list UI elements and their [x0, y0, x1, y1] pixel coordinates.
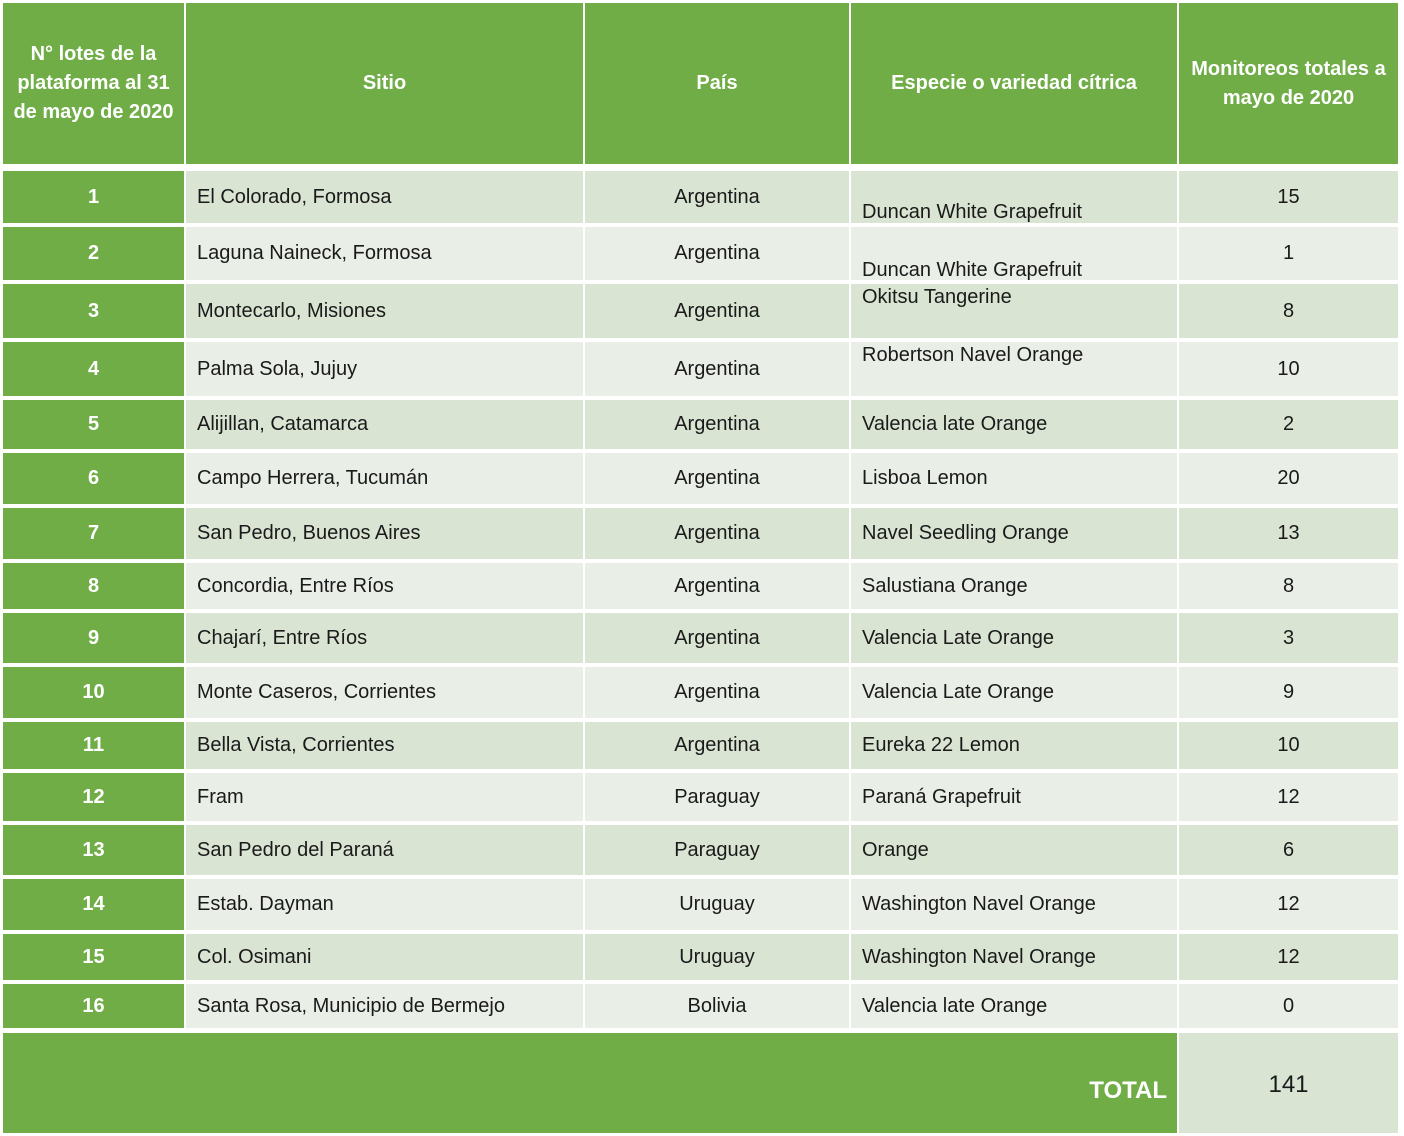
row-sitio: Santa Rosa, Municipio de Bermejo	[186, 984, 583, 1028]
row-pais: Paraguay	[585, 773, 849, 821]
row-number: 15	[3, 934, 184, 980]
row-especie: Eureka 22 Lemon	[851, 722, 1177, 769]
row-especie: Valencia Late Orange	[851, 613, 1177, 663]
row-monitoreos: 12	[1179, 879, 1398, 930]
row-number: 6	[3, 453, 184, 504]
row-sitio: Col. Osimani	[186, 934, 583, 980]
row-sitio: Concordia, Entre Ríos	[186, 563, 583, 609]
row-monitoreos: 6	[1179, 825, 1398, 875]
row-sitio: San Pedro del Paraná	[186, 825, 583, 875]
row-sitio: Palma Sola, Jujuy	[186, 342, 583, 396]
row-pais: Argentina	[585, 342, 849, 396]
row-pais: Argentina	[585, 171, 849, 223]
row-pais: Argentina	[585, 453, 849, 504]
row-monitoreos: 12	[1179, 934, 1398, 980]
row-sitio: Montecarlo, Misiones	[186, 284, 583, 338]
row-sitio: Bella Vista, Corrientes	[186, 722, 583, 769]
row-pais: Argentina	[585, 613, 849, 663]
row-monitoreos: 0	[1179, 984, 1398, 1028]
row-pais: Uruguay	[585, 879, 849, 930]
row-monitoreos: 3	[1179, 613, 1398, 663]
row-pais: Argentina	[585, 400, 849, 449]
row-sitio: Campo Herrera, Tucumán	[186, 453, 583, 504]
especie-label: Duncan White Grapefruit	[862, 200, 1083, 223]
row-monitoreos: 15	[1179, 171, 1398, 223]
header-monitoreos: Monitoreos totales a mayo de 2020	[1179, 3, 1398, 164]
row-number: 14	[3, 879, 184, 930]
header-pais: País	[585, 3, 849, 164]
row-monitoreos: 13	[1179, 508, 1398, 559]
row-number: 2	[3, 227, 184, 280]
row-number: 3	[3, 284, 184, 338]
row-sitio: Estab. Dayman	[186, 879, 583, 930]
row-number: 10	[3, 667, 184, 718]
row-sitio: Monte Caseros, Corrientes	[186, 667, 583, 718]
row-pais: Argentina	[585, 667, 849, 718]
row-number: 16	[3, 984, 184, 1028]
row-monitoreos: 9	[1179, 667, 1398, 718]
row-especie: Washington Navel Orange	[851, 934, 1177, 980]
row-number: 9	[3, 613, 184, 663]
row-number: 4	[3, 342, 184, 396]
header-especie: Especie o variedad cítrica	[851, 3, 1177, 164]
row-especie: Paraná Grapefruit	[851, 773, 1177, 821]
row-sitio: Alijillan, Catamarca	[186, 400, 583, 449]
row-pais: Argentina	[585, 284, 849, 338]
row-especie: Salustiana Orange	[851, 563, 1177, 609]
row-pais: Argentina	[585, 227, 849, 280]
row-sitio: Laguna Naineck, Formosa	[186, 227, 583, 280]
row-pais: Argentina	[585, 508, 849, 559]
row-especie: Valencia late Orange	[851, 984, 1177, 1028]
row-number: 13	[3, 825, 184, 875]
row-number: 8	[3, 563, 184, 609]
especie-label: Duncan White Grapefruit	[862, 258, 1083, 281]
row-monitoreos: 10	[1179, 342, 1398, 396]
especie-label: Okitsu Tangerine	[862, 285, 1012, 308]
row-monitoreos: 8	[1179, 563, 1398, 609]
especie-label: Robertson Navel Orange	[862, 343, 1084, 366]
row-number: 7	[3, 508, 184, 559]
row-especie: Valencia late Orange	[851, 400, 1177, 449]
row-monitoreos: 12	[1179, 773, 1398, 821]
row-especie: Navel Seedling Orange	[851, 508, 1177, 559]
row-number: 1	[3, 171, 184, 223]
row-sitio: Fram	[186, 773, 583, 821]
row-sitio: San Pedro, Buenos Aires	[186, 508, 583, 559]
row-monitoreos: 10	[1179, 722, 1398, 769]
row-pais: Argentina	[585, 722, 849, 769]
row-monitoreos: 1	[1179, 227, 1398, 280]
total-value: 141	[1179, 1033, 1398, 1133]
header-lotes: N° lotes de la plataforma al 31 de mayo de 2020	[3, 3, 184, 164]
row-especie: Lisboa Lemon	[851, 453, 1177, 504]
row-especie: Orange	[851, 825, 1177, 875]
row-number: 11	[3, 722, 184, 769]
row-especie: Washington Navel Orange	[851, 879, 1177, 930]
row-number: 12	[3, 773, 184, 821]
row-monitoreos: 20	[1179, 453, 1398, 504]
header-sitio: Sitio	[186, 3, 583, 164]
row-sitio: El Colorado, Formosa	[186, 171, 583, 223]
row-number: 5	[3, 400, 184, 449]
row-monitoreos: 8	[1179, 284, 1398, 338]
total-label: TOTAL	[3, 1033, 1177, 1133]
row-pais: Argentina	[585, 563, 849, 609]
row-pais: Bolivia	[585, 984, 849, 1028]
row-especie: Valencia Late Orange	[851, 667, 1177, 718]
row-monitoreos: 2	[1179, 400, 1398, 449]
row-pais: Uruguay	[585, 934, 849, 980]
row-sitio: Chajarí, Entre Ríos	[186, 613, 583, 663]
row-pais: Paraguay	[585, 825, 849, 875]
